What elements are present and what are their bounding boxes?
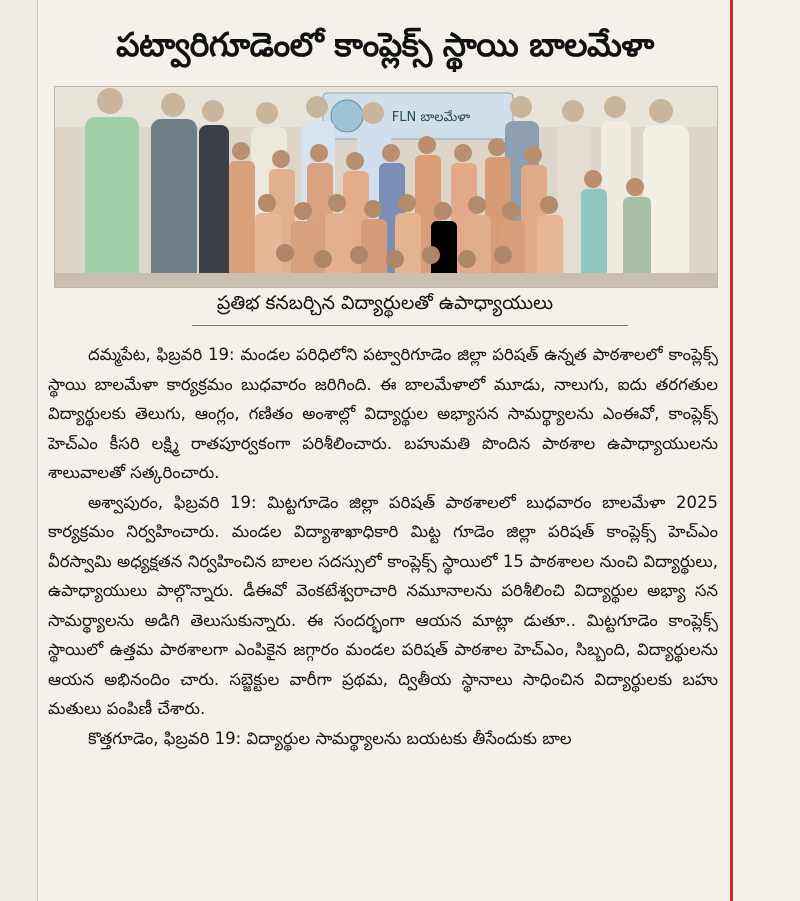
paragraph-kothagudem: కొత్తగూడెం, ఫిబ్రవరి 19: విద్యార్థుల సామర్థ్యాలను బయటకు తీసేందుకు బాల — [88, 728, 572, 748]
adjacent-column-crop — [740, 0, 800, 901]
paragraph-dammapeta: దమ్మపేట, ఫిబ్రవరి 19: మండల పరిధిలోని పట్వారిగూడెం జిల్లా పరిషత్ ఉన్నత పాఠశాలలో కాంప్లెక్స్ స్థాయి బాలమేళా కార్యక్రమం బుధవారం జరిగింది. ఈ బాలమేళాలో మూడు, నాలుగు, ఐదు తరగతుల విద్యార్థులకు తెలుగు, ఆంగ్లం, గణితం అంశాల్లో విద్యార్థుల అభ్యాసన సామర్థ్యాలను ఎంఈవో, కాంప్లెక్స్ హెచ్ఎం కీసరి లక్ష్మి రాతపూర్వకంగా పరిశీలించారు. బహుమతి పొందిన పాఠశాల ఉపాధ్యాయులను శాలువాలతో సత్కరించారు. — [48, 345, 718, 482]
cropped-previous-line — [44, 0, 724, 6]
red-column-rule — [730, 0, 733, 901]
article-photo — [54, 86, 718, 288]
caption-divider — [192, 325, 628, 326]
paragraph-aswapuram: అశ్వాపురం, ఫిబ్రవరి 19: మిట్టగూడెం జిల్లా పరిషత్ పాఠశాలలో బుధవారం బాలమేళా 2025 కార్యక్రమం నిర్వహించారు. మండల విద్యాశాఖాధికారి మిట్ట గూడెం జిల్లా పరిషత్ కాంప్లెక్స్ హెచ్ఎం వీరస్వామి అధ్యక్షతన నిర్వహించిన బాలల సదస్సులో కాంప్లెక్స్ స్థాయిలో 15 పాఠశాలల నుంచి విద్యార్థులు, ఉపాధ్యాయులు పాల్గొన్నారు. డీఈవో వెంకటేశ్వరాచారి నమూనాలను పరిశీలించి విద్యార్థుల అభ్యా సన సామర్థ్యాలను అడిగి తెలుసుకున్నారు. ఈ సందర్భంగా ఆయన మాట్లా డుతూ.. మిట్టగూడెం కాంప్లెక్స్ స్థాయిలో ఉత్తమ పాఠశాలగా ఎంపికైన జగ్గారం మండల పరిషత్ పాఠశాల హెచ్ఎం, సిబ్బంది, విద్యార్థులను ఆయన అభినందిం చారు. సబ్జెక్టుల వారీగా ప్రథమ, ద్వితీయ స్థానాలు సాధించిన విద్యార్థులకు బహు మతులు పంపిణీ చేశారు. — [48, 492, 718, 718]
fln-banner — [323, 93, 513, 139]
article-headline: పట్వారిగూడెంలో కాంప్లెక్స్ స్థాయి బాలమేళా — [116, 25, 654, 64]
article-body — [48, 340, 718, 753]
photo-banner-text: FLN బాలమేళా — [391, 110, 471, 125]
photo-caption: ప్రతిభ కనబర్చిన విద్యార్థులతో ఉపాధ్యాయులు — [216, 292, 554, 314]
left-page-margin — [0, 0, 38, 901]
left-column-divider — [37, 0, 38, 901]
